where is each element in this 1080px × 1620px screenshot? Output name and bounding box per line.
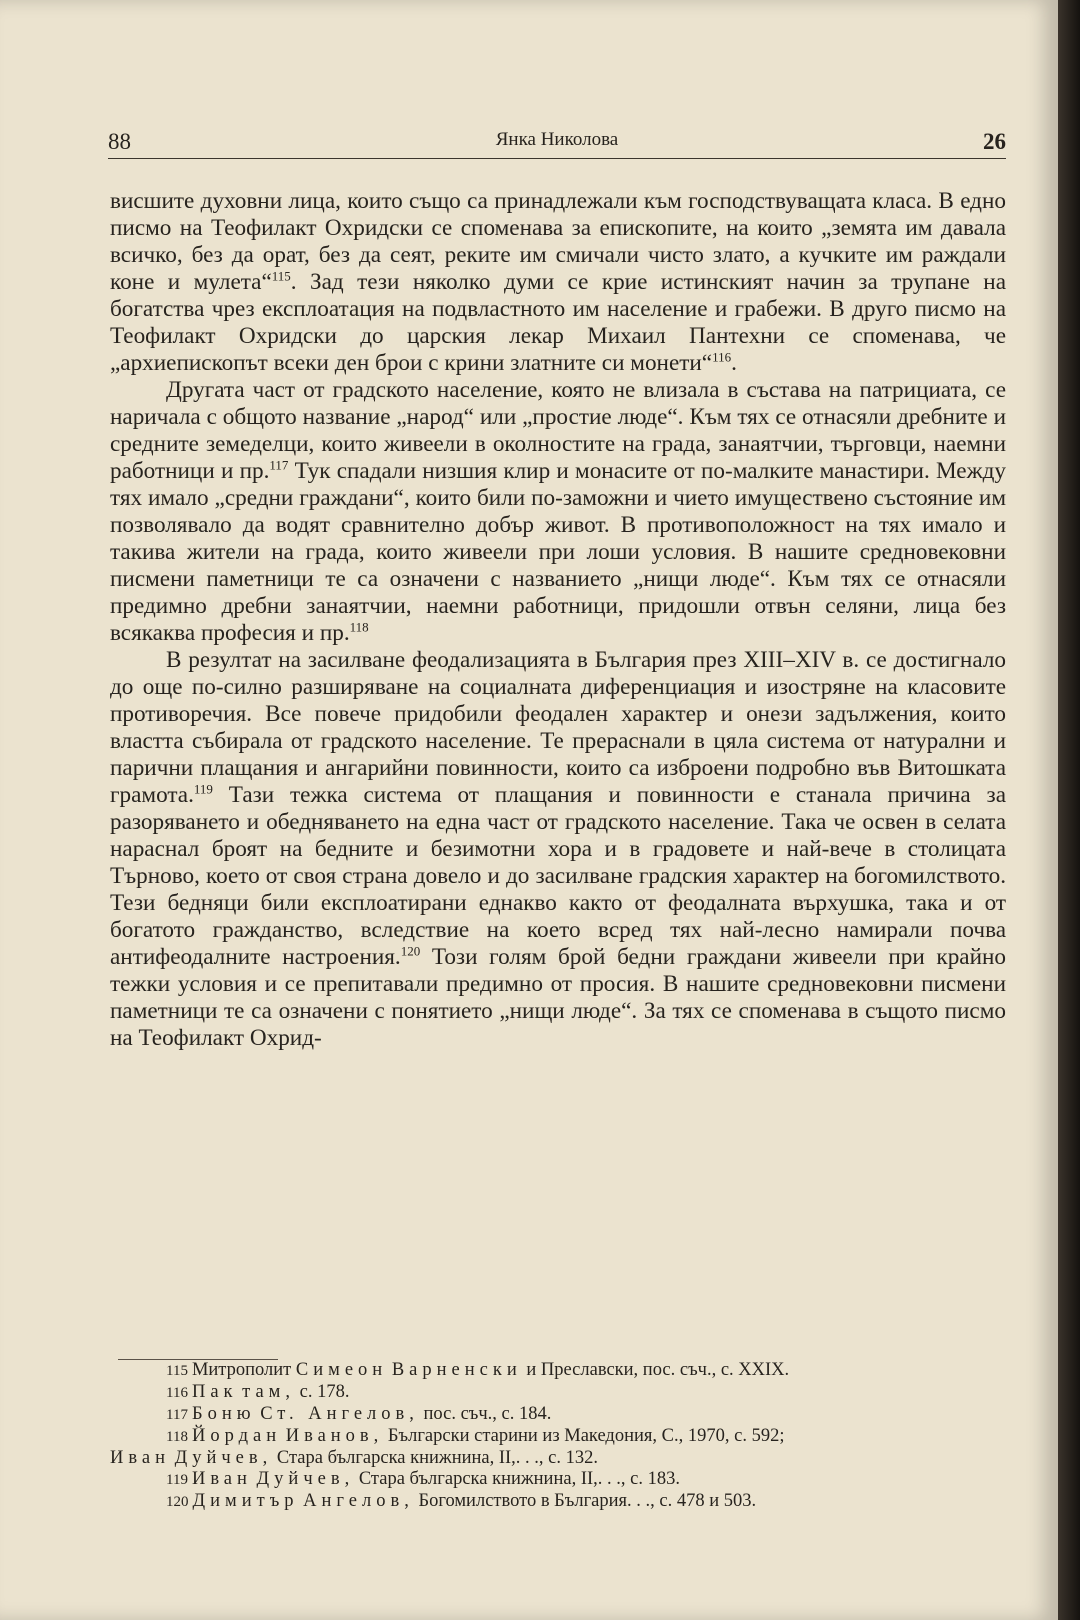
footnote-ref-115: 115 [271,268,291,284]
paragraph-1: висшите духовни лица, които също са принадлежали към господствуващата класа. В едно писмо на Теофилакт Охридски се споменава за епископите, на които „земята им давала всичко, без да орат, без да сеят, реките им смичали чисто злато, а кучките им раждали коне и мулета“$^{115}$. Зад тези няколко думи се крие истинският начин за трупане на богатства чрез експлоатация на подвластното им население и грабежи. В друго писмо на Теофилакт Охридски до царския лекар Михаил Пантехни се споменава, че „архиепископът всеки ден брои с крини златните си монети“$^{116}$. [110,188,1007,376]
section-number: 26 [983,129,1006,154]
page-number: 88 [108,129,131,154]
footnote-ref-120: 120 [400,943,421,959]
page-header [108,129,1006,157]
footnotes [110,1360,1006,1513]
footnote-ref-117: 117 [269,457,289,473]
footnote-120: 120 Димитър Ангелов, Богомилството в България. . ., с. 478 и 503. [166,1491,757,1511]
footnote-ref-119: 119 [193,781,213,797]
footnote-ref-118: 118 [349,619,369,635]
footnote-119: 119 Иван Дуйчев, Стара българска книжнина, II,. . ., с. 183. [166,1469,680,1489]
footnote-115: 115 Митрополит Симеон Варненски и Преславски, пос. съч., с. XXIX. [166,1360,790,1380]
footnote-116: 116 Пак там, с. 178. [166,1382,350,1402]
footnote-ref-116: 116 [712,349,732,365]
book-binding-edge [1058,0,1080,1620]
footnote-118-continued: Иван Дуйчев, Стара българска книжнина, II,. . ., с. 132. [110,1448,599,1468]
main-text [110,188,1006,1052]
paragraph-3: В резултат на засилване феодализацията в България през XIII–XIV в. се достигнало до още по-силно разширяване на социалната диференциация и изостряне на класовите противоречия. Все повече придобили феодален характер и онези задължения, които властта събирала от градското население. Те прераснали в цяла система от натурални и парични плащания и ангарийни повинности, които са изброени подробно във Витошката грамота.$^{119}$ Тази тежка система от плащания и повинности е станала причина за разоряването и обедняването на една част от градското население. Така че освен в селата нараснал броят на бедните и безимотни хора и в градовете и най-вече в столицата Търново, което от своя страна довело и до засилване градския характер на богомилството. Тези бедняци били експлоатирани еднакво както от феодалната върхушка, така и от богатото гражданство, вследствие на което всред тях най-лесно намирали почва антифеодалните настроения.$^{120}$ Този голям брой бедни граждани живеели при крайно тежки условия и се препитавали предимно от просия. В нашите средновековни писмени паметници те са означени с понятието „нищи люде“. За тях се споменава в същото писмо на Теофилакт Охрид- [110,647,1006,1051]
running-title: Янка Николова [495,129,619,150]
paragraph-2: Другата част от градското население, която не влизала в състава на патрициата, се наричала с общото название „народ“ или „простие люде“. Към тях се отнасяли дребните и средните земеделци, които живеели в околностите на града, занаятчии, търговци, наемни работници и пр.$^{117}$ Тук спадали низшия клир и монасите от по-малките манастири. Между тях имало „средни граждани“, които били по-заможни и чието имуществено състояние им позволявало да водят сравнително добър живот. В противоположност на тях имало и такива жители на града, които живеели при лоши условия. В нашите средновековни писмени паметници те са означени с названието „нищи люде“. Към тях се отнасяли предимно дребни занаятчии, наемни работници, придошли отвън селяни, лица без всякаква професия и пр.$^{118}$ [110,377,1006,646]
header-rule [108,158,1006,159]
footnote-117: 117 Боню Ст. Ангелов, пос. съч., с. 184. [166,1404,552,1424]
footnote-118: 118 Йордан Иванов, Български старини из Македония, С., 1970, с. 592; [166,1426,785,1446]
